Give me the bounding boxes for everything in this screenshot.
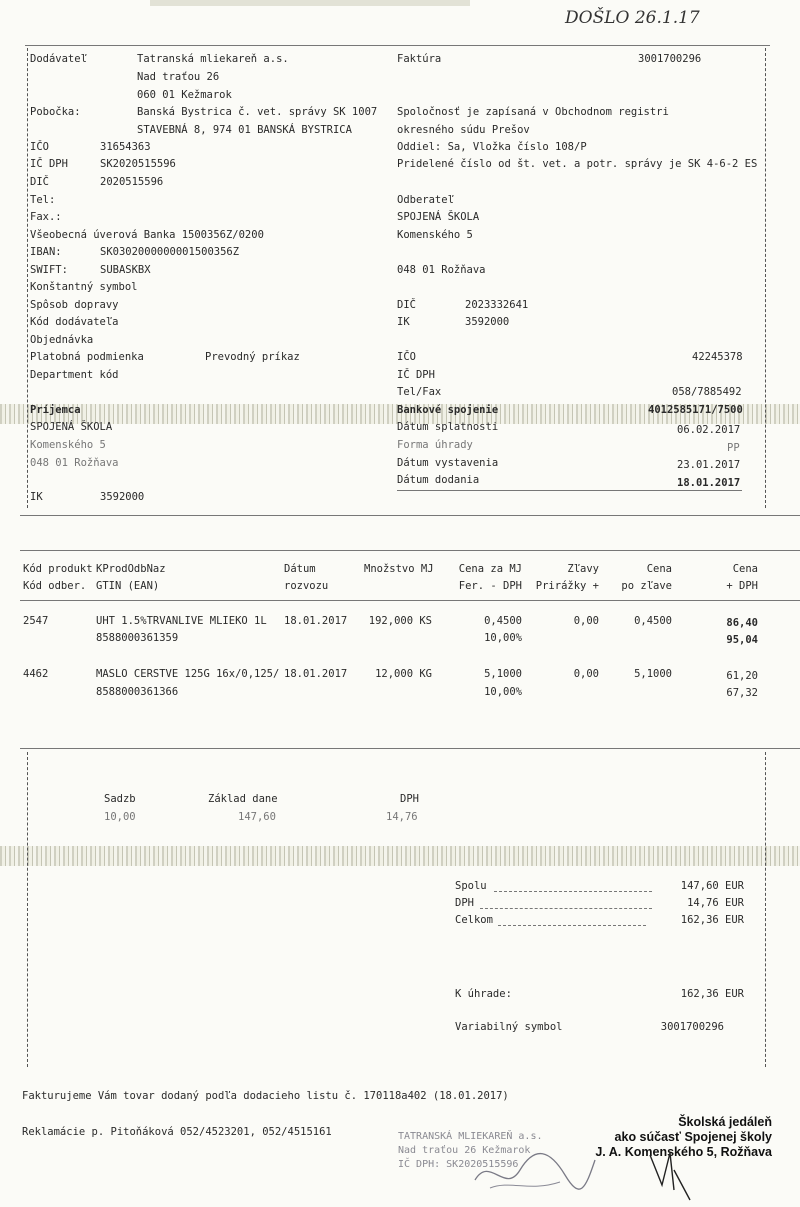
- vat-rate: 10,00: [104, 811, 136, 823]
- delivery-date: 18.01.2017: [677, 477, 741, 489]
- grand-total-value: 162,36 EUR: [680, 914, 744, 926]
- registry-line1: Spoločnosť je zapísaná v Obchodnom registri: [397, 106, 669, 118]
- variable-symbol-label: Variabilný symbol: [455, 1021, 563, 1033]
- school-stamp-line: Školská jedáleň: [678, 1115, 772, 1129]
- school-stamp-line: J. A. Komenského 5, Rožňava: [595, 1145, 772, 1159]
- buyer-ico-label: IČO: [397, 351, 416, 363]
- col-header-date: Dátum: [284, 563, 316, 575]
- row-ean: 8588000361359: [96, 632, 179, 644]
- row-price-after-discount: 5,1000: [634, 668, 672, 680]
- right-border-header: [765, 48, 766, 508]
- vat-total-value: 14,76 EUR: [687, 897, 744, 909]
- buyer-dic: 2023332641: [465, 299, 529, 311]
- buyer-label: Odberateľ: [397, 194, 454, 206]
- invoice-footer-note: Fakturujeme Vám tovar dodaný podľa dodacieho listu č. 170118a402 (18.01.2017): [22, 1090, 509, 1102]
- payment-terms-value: Prevodný príkaz: [205, 351, 300, 363]
- vat-base: 147,60: [238, 811, 276, 823]
- buyer-ico: 42245378: [692, 351, 743, 363]
- buyer-icdph-label: IČ DPH: [397, 369, 435, 381]
- recipient-ik-label: IK: [30, 491, 43, 503]
- row-product-code: 4462: [23, 668, 49, 680]
- due-date-label: Dátum splatnosti: [397, 421, 499, 433]
- subtotal-value: 147,60 EUR: [680, 880, 744, 892]
- recipient-name: SPOJENÁ ŠKOLA: [30, 421, 113, 433]
- row-product-name: UHT 1.5%TRVANLIVE MLIEKO 1L: [96, 615, 267, 627]
- supplier-code-label: Kód dodávateľa: [30, 316, 119, 328]
- supplier-stamp-line: IČ DPH: SK2020515596: [398, 1159, 519, 1170]
- col-header-unit-price: Cena za MJ: [458, 563, 522, 575]
- buyer-ik-label: IK: [397, 316, 410, 328]
- row-quantity: 192,000 KS: [368, 615, 432, 627]
- buyer-telfax-label: Tel/Fax: [397, 386, 442, 398]
- recipient-city: 048 01 Rožňava: [30, 457, 119, 469]
- registry-line3: Oddiel: Sa, Vložka číslo 108/P: [397, 141, 587, 153]
- buyer-ik: 3592000: [465, 316, 510, 328]
- konst-symbol-label: Konštantný symbol: [30, 281, 138, 293]
- row-total-gross: 67,32: [726, 687, 758, 699]
- grand-total-leader: [498, 925, 646, 926]
- registry-line4: Pridelené číslo od št. vet. a potr. správy je SK 4-6-2 ES: [397, 158, 758, 170]
- vat-total-leader: [480, 908, 652, 909]
- row-product-name: MASLO CERSTVE 125G 16x/0,125/: [96, 668, 280, 680]
- issue-date: 23.01.2017: [677, 459, 741, 471]
- supplier-bank: Všeobecná úverová Banka 1500356Z/0200: [30, 229, 264, 241]
- row-discount: 0,00: [573, 615, 599, 627]
- supplier-ico-label: IČO: [30, 141, 49, 153]
- col-header-unit-price2: Fer. - DPH: [458, 580, 522, 592]
- recipient-street: Komenského 5: [30, 439, 106, 451]
- supplier-icdph-label: IČ DPH: [30, 158, 68, 170]
- variable-symbol-value: 3001700296: [660, 1021, 724, 1033]
- col-header-price: Cena: [646, 563, 672, 575]
- row-ean: 8588000361366: [96, 686, 179, 698]
- header-top-border: [25, 45, 770, 46]
- col-header-with-vat: + DPH: [726, 580, 758, 592]
- left-border-header: [27, 48, 28, 508]
- payment-form-label: Forma úhrady: [397, 439, 473, 451]
- row-total-net: 86,40: [726, 617, 758, 629]
- payment-terms-label: Platobná podmienka: [30, 351, 144, 363]
- buyer-bank: 4012585171/7500: [648, 404, 743, 416]
- department-label: Department kód: [30, 369, 119, 381]
- col-header-after-discount: po zľave: [621, 580, 672, 592]
- supplier-stamp-line: Nad traťou 26 Kežmarok: [398, 1145, 531, 1156]
- vat-amount-label: DPH: [400, 793, 419, 805]
- invoice-number: 3001700296: [638, 53, 702, 65]
- buyer-city: 048 01 Rožňava: [397, 264, 486, 276]
- delivery-date-underline: [397, 490, 742, 491]
- order-label: Objednávka: [30, 334, 94, 346]
- scan-noise-top: [150, 0, 470, 6]
- supplier-dic: 2020515596: [100, 176, 164, 188]
- payment-form: PP: [727, 442, 740, 454]
- supplier-label: Dodávateľ: [30, 53, 87, 65]
- row-discount: 0,00: [573, 668, 599, 680]
- supplier-name: Tatranská mliekareň a.s.: [137, 53, 289, 65]
- subtotal-label: Spolu: [455, 880, 487, 892]
- row-unit-price: 5,1000: [484, 668, 522, 680]
- registry-line2: okresného súdu Prešov: [397, 124, 530, 136]
- handwritten-received-note: DOŠLO 26.1.17: [565, 8, 700, 28]
- invoice-label: Faktúra: [397, 53, 442, 65]
- branch-line1: Banská Bystrica č. vet. správy SK 1007: [137, 106, 378, 118]
- supplier-street: Nad traťou 26: [137, 71, 220, 83]
- row-quantity: 12,000 KG: [375, 668, 432, 680]
- table-top-border: [20, 550, 800, 551]
- branch-label: Pobočka:: [30, 106, 81, 118]
- row-total-gross: 95,04: [726, 634, 758, 646]
- row-vat-rate: 10,00%: [484, 686, 522, 698]
- col-header-surcharge: Prirážky +: [535, 580, 599, 592]
- col-header-product-name: KProdOdbNaz: [96, 563, 166, 575]
- right-border-lower: [765, 752, 766, 1067]
- recipient-label: Príjemca: [30, 404, 81, 416]
- col-header-buyer-code: Kód odber.: [23, 580, 87, 592]
- buyer-name: SPOJENÁ ŠKOLA: [397, 211, 480, 223]
- supplier-stamp-line: TATRANSKÁ MLIEKAREŇ a.s.: [398, 1131, 543, 1142]
- supplier-fax-label: Fax.:: [30, 211, 62, 223]
- supplier-swift-label: SWIFT:: [30, 264, 68, 276]
- supplier-tel-label: Tel:: [30, 194, 56, 206]
- row-total-net: 61,20: [726, 670, 758, 682]
- header-bottom-border: [20, 515, 800, 516]
- col-header-ean: GTIN (EAN): [96, 580, 160, 592]
- col-header-discount: Zľavy: [567, 563, 599, 575]
- col-header-total: Cena: [732, 563, 758, 575]
- vat-base-label: Základ dane: [208, 793, 278, 805]
- row-date: 18.01.2017: [284, 615, 348, 627]
- school-stamp-line: ako súčasť Spojenej školy: [614, 1130, 772, 1144]
- left-border-lower: [27, 752, 28, 1067]
- complaints-contact: Reklamácie p. Pitoňáková 052/4523201, 052/4515161: [22, 1126, 332, 1138]
- signature-scribble: [470, 1140, 600, 1200]
- supplier-icdph: SK2020515596: [100, 158, 176, 170]
- delivery-date-label: Dátum dodania: [397, 474, 480, 486]
- row-product-code: 2547: [23, 615, 49, 627]
- buyer-dic-label: DIČ: [397, 299, 416, 311]
- grand-total-label: Celkom: [455, 914, 493, 926]
- buyer-street: Komenského 5: [397, 229, 473, 241]
- subtotal-leader: [494, 891, 652, 892]
- issue-date-label: Dátum vystavenia: [397, 457, 499, 469]
- buyer-bank-label: Bankové spojenie: [397, 404, 499, 416]
- supplier-dic-label: DIČ: [30, 176, 49, 188]
- vat-amount: 14,76: [386, 811, 418, 823]
- supplier-iban-label: IBAN:: [30, 246, 62, 258]
- table-bottom-border: [20, 748, 800, 749]
- amount-due-label: K úhrade:: [455, 988, 512, 1000]
- col-header-date2: rozvozu: [284, 580, 329, 592]
- row-date: 18.01.2017: [284, 668, 348, 680]
- supplier-ico: 31654363: [100, 141, 151, 153]
- supplier-swift: SUBASKBX: [100, 264, 151, 276]
- table-header-border: [20, 600, 800, 601]
- due-date: 06.02.2017: [677, 424, 741, 436]
- doprava-label: Spôsob dopravy: [30, 299, 119, 311]
- scan-noise-band: [0, 846, 800, 866]
- vat-total-label: DPH: [455, 897, 474, 909]
- col-header-quantity: Množstvo MJ: [364, 563, 434, 575]
- supplier-city: 060 01 Kežmarok: [137, 89, 232, 101]
- vat-rate-label: Sadzb: [104, 793, 136, 805]
- supplier-iban: SK0302000000001500356Z: [100, 246, 240, 258]
- recipient-ik: 3592000: [100, 491, 145, 503]
- branch-line2: STAVEBNÁ 8, 974 01 BANSKÁ BYSTRICA: [137, 124, 352, 136]
- col-header-product-code: Kód produkt: [23, 563, 93, 575]
- row-price-after-discount: 0,4500: [634, 615, 672, 627]
- amount-due-value: 162,36 EUR: [680, 988, 744, 1000]
- buyer-telfax: 058/7885492: [672, 386, 742, 398]
- school-signature: [640, 1145, 700, 1205]
- row-unit-price: 0,4500: [484, 615, 522, 627]
- row-vat-rate: 10,00%: [484, 632, 522, 644]
